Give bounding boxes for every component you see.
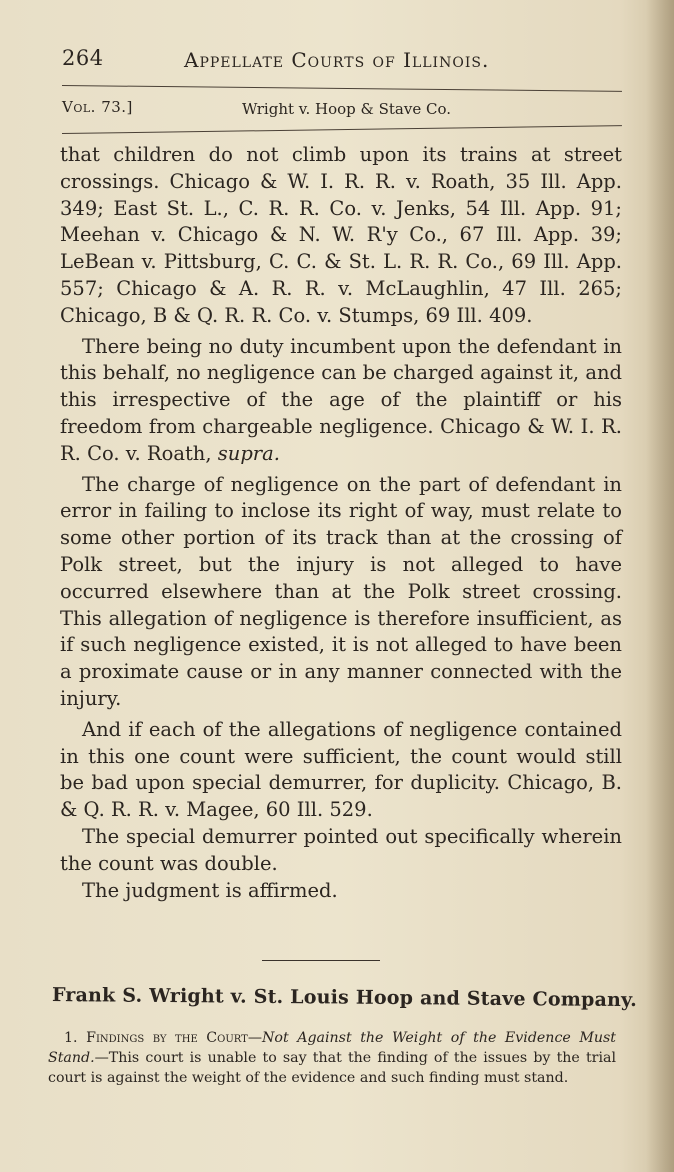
opinion-body xyxy=(60,142,622,904)
headnote-subject: Not Against the Weight of the Evidence Must Stand. xyxy=(48,1030,616,1066)
spine-shadow xyxy=(646,0,674,1172)
paragraph-1: that children do not climb upon its trains at street crossings. Chicago & W. I. R. R. v. Roath, 35 Ill. App. 349; East St. L., C. R. R. Co. v. Jenks, 54 Ill. App. 91; Meehan v. Chicago & N. W. R'y Co., 67 Ill. App. 39; LeBean v. Pittsburg, C. C. & St. L. R. R. Co., 69 Ill. App. 557; Chicago & A. R. R. v. McLaughlin, 47 Ill. 265; Chicago, B & Q. R. R. Co. v. Stumps, 69 Ill. 409. xyxy=(60,143,622,327)
supra-citation: supra. xyxy=(217,441,280,465)
paragraph-2 xyxy=(60,334,622,468)
header-rule-top xyxy=(62,85,622,92)
headnote-text: This court is unable to say that the finding of the issues by the trial court is against the weight of the evidence and such finding must stand. xyxy=(48,1050,616,1086)
headnote-heading: Findings by the Court xyxy=(86,1030,248,1046)
running-head: Appellate Courts of Illinois. xyxy=(184,48,490,72)
paragraph-2-text: There being no duty incumbent upon the defendant in this behalf, no negligence can be charged against it, and this irrespective of the age of the plaintiff or his freedom from chargeable negligence. Chicago & W. I. R. R. Co. v. Roath, xyxy=(60,334,622,465)
paragraph-5: The special demurrer pointed out specifically wherein the count was double. xyxy=(60,824,622,875)
page-header xyxy=(62,42,622,82)
paragraph-4: And if each of the allegations of negligence contained in this one count were sufficient, the count would still be bad upon special demurrer, for duplicity. Chicago, B. & Q. R. R. v. Magee, 60 Ill. 529. xyxy=(60,717,622,822)
case-short-title: Wright v. Hoop & Stave Co. xyxy=(242,100,452,118)
headnote-number: 1. xyxy=(64,1030,78,1046)
case-separator-rule xyxy=(262,960,380,961)
volume-label: Vol. 73.] xyxy=(62,98,133,116)
sub-header xyxy=(62,96,622,122)
paragraph-3: The charge of negligence on the part of defendant in error in failing to inclose its right of way, must relate to some other portion of its track than at the crossing of Polk street, but the injury is not alleged to have occurred elsewhere than at the Polk street crossing. This allegation of negligence is therefore insufficient, as if such negligence existed, it is not alleged to have been a proximate cause or in any manner connected with the injury. xyxy=(60,472,622,710)
page-number: 264 xyxy=(62,46,104,70)
paragraph-6: The judgment is affirmed. xyxy=(82,878,338,902)
header-rule-bottom xyxy=(62,125,622,134)
next-case-title: Frank S. Wright v. St. Louis Hoop and Stave Company. xyxy=(51,984,638,1012)
headnote: 1. Findings by the Court—Not Against the Weight of the Evidence Must Stand.—This court is unable to say that the finding of the issues by the trial court is against the weight of the evidence and such finding must stand. xyxy=(48,1030,616,1086)
